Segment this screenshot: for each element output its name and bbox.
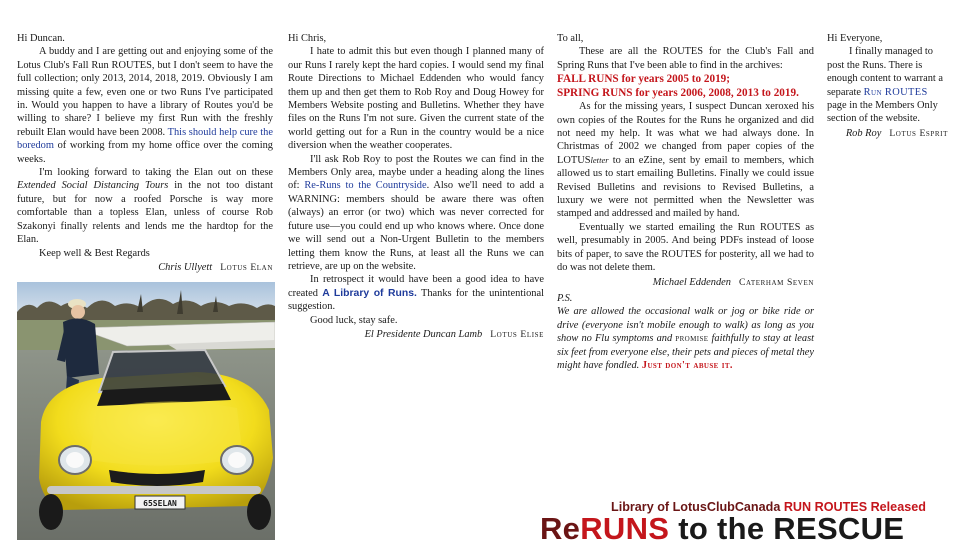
paragraph: These are all the ROUTES for the Club's Fall and Spring Runs that I've been able to find in the archives: bbox=[557, 46, 814, 71]
paragraph-text: in the not too distant future, but for now a roofed Porsche is way more comfortable than a topless Elan, unless of course Rob Szakonyi finally relents and lends me the hardtop for the Elan. bbox=[17, 180, 273, 246]
paragraph bbox=[17, 45, 273, 166]
paragraph-text: In retrospect it would have been a good idea to have created bbox=[288, 274, 544, 299]
salutation: Hi Chris, bbox=[288, 33, 327, 44]
ps-paragraph bbox=[557, 305, 814, 372]
run-routes-link[interactable]: Run ROUTES bbox=[863, 86, 928, 98]
signature bbox=[557, 276, 814, 289]
paragraph-text: I'm looking forward to taking the Elan out on these bbox=[39, 167, 273, 179]
ps-label: P.S. bbox=[557, 292, 573, 304]
paragraph-text: As for the missing years, I suspect Duncan xeroxed his own copies of the Routes for the Runs he organized and did not need my help. It was what we had always done. In Christmas of 2002 we changed from paper copies of the LOTUS bbox=[557, 101, 814, 166]
paragraph-text: to an eZine, sent by email to members, which allowed us to start emailing Bulletins. Finally we could issue Revised Bulletins and revisions to Revised Bulletins, a luxury we were not permitted when the Newsletter was stamped and addressed and mailed by hand. bbox=[557, 154, 814, 220]
paragraph-text: I'll ask Rob Roy to post the Routes we can find in the Members Only area, maybe under a heading along the lines of: bbox=[288, 153, 544, 192]
car-photo-illustration bbox=[17, 282, 275, 540]
inline-link[interactable]: This should help cure the boredom bbox=[17, 126, 273, 152]
paragraph: Eventually we started emailing the Run ROUTES as well, presumably in 2005. And being PDFs instead of loose bits of paper, to save the ROUTES for posterity, all we had to do was not delete them. bbox=[557, 221, 814, 274]
letter-duncan-to-chris bbox=[288, 32, 544, 341]
paragraph-text: of working from my home office over the coming weeks. bbox=[17, 140, 273, 165]
banner-title-re: Re bbox=[540, 511, 581, 546]
banner-title-runs: RUNS bbox=[580, 511, 670, 546]
signature-affiliation: Lotus Elise bbox=[490, 328, 544, 340]
spring-runs-link[interactable]: SPRING RUNS for years 2006, 2008, 2013 to 2019. bbox=[557, 87, 799, 100]
signature-name: Chris Ullyett bbox=[158, 261, 213, 273]
closing: Good luck, stay safe. bbox=[310, 314, 398, 326]
ps-warning: Just don't abuse it. bbox=[641, 359, 733, 371]
paragraph: I hate to admit this but even though I planned many of our Runs I rarely kept the hard copies. I would send my final Route Directions to Michael Eddenden who would fancy them up and then get them to Rob Roy and Doug Howey for Members Website posting and Bulletins. Whether they have files on the Runs I'm not sure. Given the current state of the world getting out for a Run in the country would be a nice diversion when the weather cooperates. bbox=[288, 46, 544, 152]
fall-runs-link[interactable]: FALL RUNS for years 2005 to 2019; bbox=[557, 73, 730, 86]
paragraph bbox=[827, 45, 948, 125]
signature-name: El Presidente Duncan Lamb bbox=[364, 328, 483, 340]
paragraph-text: We are allowed the occasional walk or jog or bike ride or drive (everyone isn't mobile enough to walk) as long as you show no Flu symptoms and bbox=[557, 306, 814, 345]
signature-affiliation: Caterham Seven bbox=[738, 276, 814, 288]
signature bbox=[288, 328, 544, 341]
banner-subtitle-part: Library of LotusClubCanada bbox=[611, 500, 781, 514]
license-plate: 65SELAN bbox=[143, 499, 177, 508]
banner-subtitle-part: RUN ROUTES Released bbox=[783, 500, 926, 514]
salutation: To all, bbox=[557, 33, 584, 44]
paragraph bbox=[557, 100, 814, 221]
promise-word: promise bbox=[675, 333, 709, 345]
banner-title bbox=[540, 511, 904, 547]
letter-chris-to-duncan bbox=[17, 32, 273, 274]
letter-michael-to-all bbox=[557, 32, 814, 372]
signature bbox=[17, 261, 273, 274]
paragraph bbox=[17, 166, 273, 246]
banner-title-rest: to the RESCUE bbox=[678, 511, 905, 546]
library-of-runs-link[interactable]: A Library of Runs. bbox=[322, 287, 417, 299]
signature bbox=[827, 127, 948, 140]
signature-affiliation: Lotus Esprit bbox=[889, 127, 948, 139]
signature-name: Michael Eddenden bbox=[652, 276, 731, 288]
paragraph-text: A buddy and I are getting out and enjoying some of the Lotus Club's Fall Run ROUTES, but I don't seem to have the full collection; only 2013, 2014, 2018, 2019. Obviously I am missing quite a few, even one or two Runs I've participated in. Would you happen to have a library of Routes you'd be willing to share? I believe my first Run with the freshly rebuilt Elan would have been 2008. bbox=[17, 46, 273, 138]
paragraph-text: I finally managed to post the Runs. There is enough content to warrant a separate bbox=[827, 46, 943, 98]
paragraph bbox=[288, 153, 544, 274]
italic-phrase: Extended Social Distancing Tours bbox=[17, 180, 169, 192]
signature-affiliation: Lotus Elan bbox=[220, 261, 273, 273]
closing: Keep well & Best Regards bbox=[39, 247, 150, 259]
yellow-lotus-elan-photo bbox=[17, 282, 275, 540]
salutation: Hi Everyone, bbox=[827, 33, 883, 44]
letter-rob-to-everyone bbox=[827, 32, 948, 140]
signature-name: Rob Roy bbox=[845, 127, 882, 139]
paragraph-text: . Also we'll need to add a WARNING: members should be aware there was often (always) an error (or two) which was never corrected for future use—you could end up who knows where. Once done we will send out a Non-Urgent Bulletin to the members letting them know the Runs, at least all the Runs we can retrieve, are up on the website. bbox=[288, 180, 544, 272]
paragraph-text: Thanks for the unintentional suggestion. bbox=[288, 287, 544, 313]
salutation: Hi Duncan. bbox=[17, 33, 65, 44]
inline-link[interactable]: Re-Runs to the Countryside bbox=[304, 180, 427, 192]
paragraph bbox=[288, 273, 544, 313]
paragraph-text: faithfully to stay at least six feet from everyone else, their pets and pieces of metal they might have fondled. bbox=[557, 333, 814, 371]
lotusletter-suffix: letter bbox=[590, 154, 609, 165]
paragraph-text: page in the Members Only section of the website. bbox=[827, 100, 938, 125]
